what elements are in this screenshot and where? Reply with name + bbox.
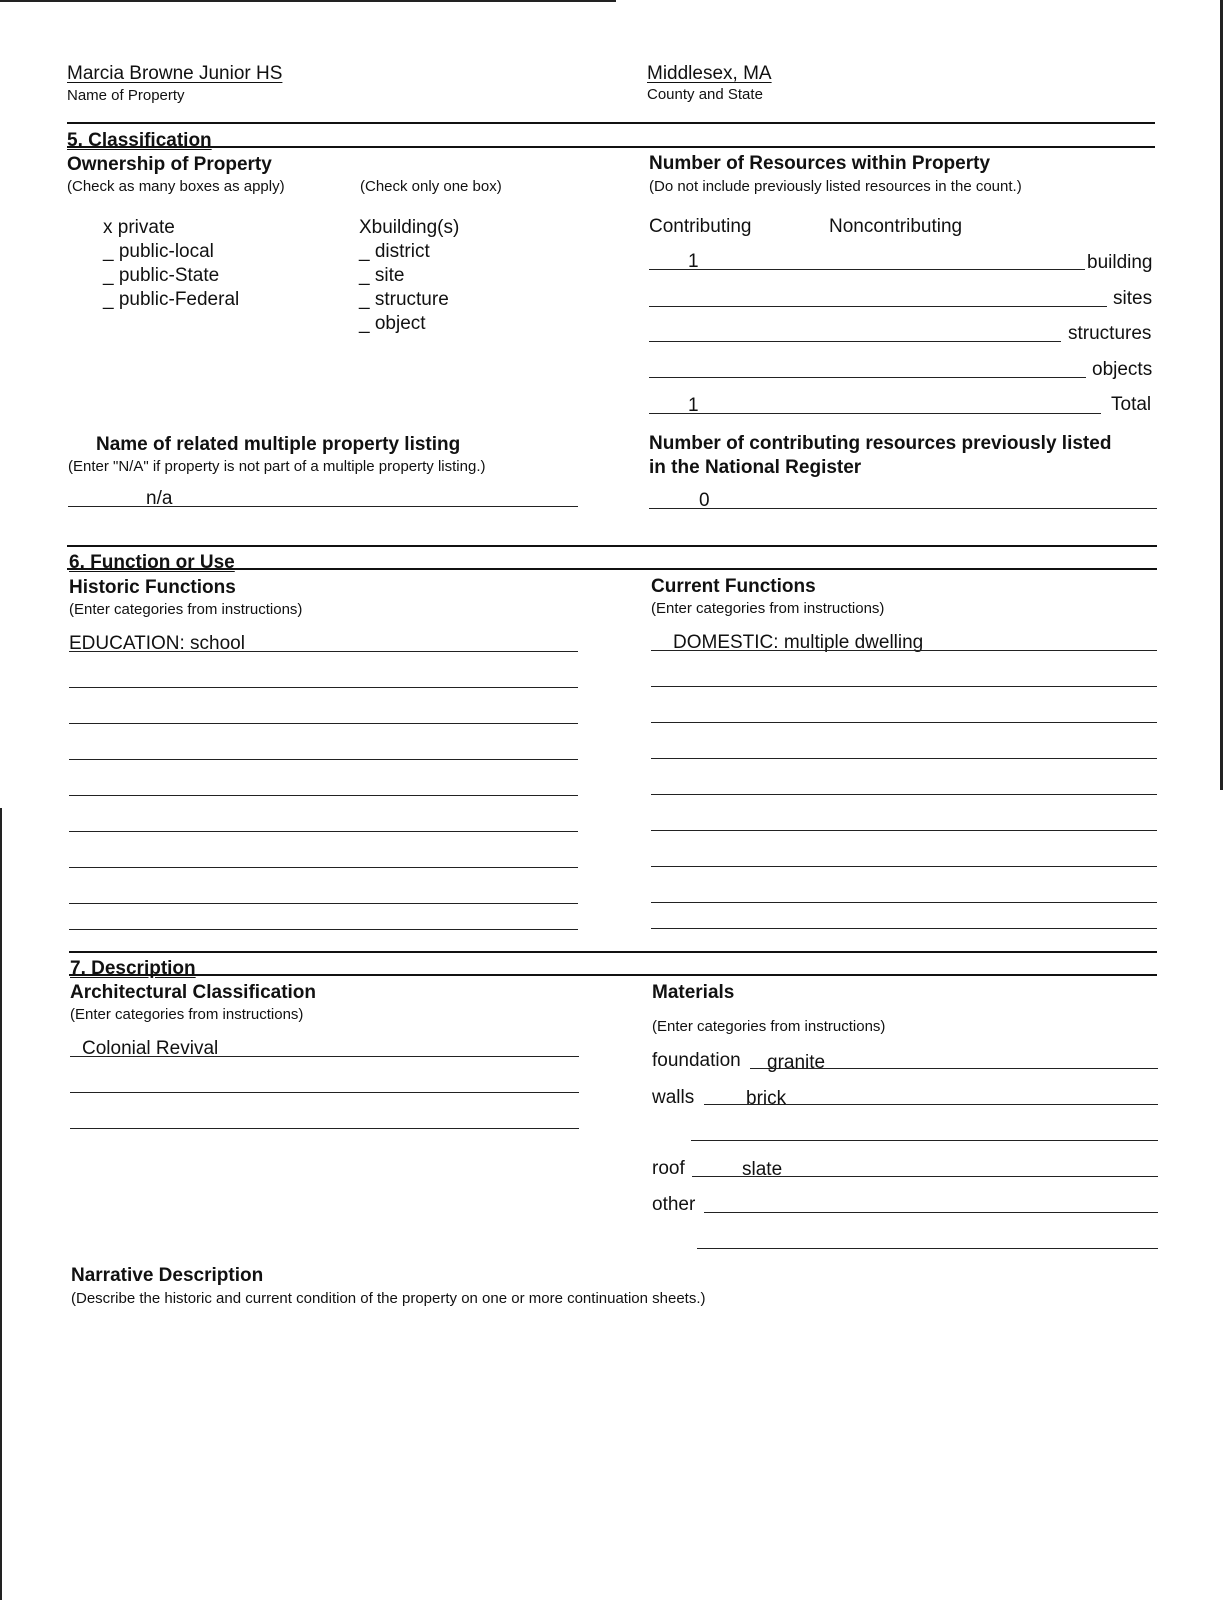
resource-row-total-label: Total [1111,394,1152,415]
arch-classification-note: (Enter categories from instructions) [70,1006,304,1023]
historic-function-line [69,795,578,796]
arch-classification-title: Architectural Classification [70,982,317,1003]
noncontributing-label: Noncontributing [829,216,963,237]
current-function-line [651,686,1157,687]
property-name: Marcia Browne Junior HS [67,63,283,84]
section-7-title: 7. Description [70,958,196,979]
previously-listed-line [649,508,1157,509]
ownership-option-public-federal[interactable]: _ public-Federal [103,289,240,310]
roof-value[interactable]: slate [742,1159,783,1180]
walls-line [704,1104,1158,1105]
resource-row-sites-label: sites [1113,288,1153,309]
divider [69,951,1157,953]
roof-line [692,1176,1158,1177]
category-option-buildings[interactable]: Xbuilding(s) [359,217,460,238]
historic-function-line [69,929,578,930]
historic-function-line [69,723,578,724]
other-label: other [652,1194,696,1215]
materials-title: Materials [652,982,735,1003]
resource-row-line [649,377,1086,378]
ownership-option-public-state[interactable]: _ public-State [103,265,220,286]
ownership-title: Ownership of Property [67,154,272,175]
resource-row-line [649,341,1061,342]
walls-line-2 [691,1140,1158,1141]
historic-functions-note: (Enter categories from instructions) [69,601,303,618]
resource-row-line [649,413,1101,414]
ownership-option-public-local[interactable]: _ public-local [103,241,214,262]
property-name-label: Name of Property [67,87,185,104]
resource-row-building-contributing[interactable]: 1 [688,251,699,272]
historic-function-line [69,759,578,760]
ownership-note: (Check as many boxes as apply) [67,178,285,195]
arch-classification-value[interactable]: Colonial Revival [82,1038,219,1059]
current-function-line [651,866,1157,867]
historic-functions-title: Historic Functions [69,577,236,598]
county-state-label: County and State [647,86,763,103]
resources-title: Number of Resources within Property [649,153,991,174]
current-functions-note: (Enter categories from instructions) [651,600,885,617]
narrative-title: Narrative Description [71,1265,264,1286]
current-function-line [651,794,1157,795]
multiple-listing-note: (Enter "N/A" if property is not part of a multiple property listing.) [68,458,486,475]
resource-row-total-contributing[interactable]: 1 [688,395,699,416]
multiple-listing-title: Name of related multiple property listing [96,434,461,455]
category-option-district[interactable]: _ district [359,241,430,262]
ownership-option-private[interactable]: x private [103,217,175,238]
category-option-structure[interactable]: _ structure [359,289,449,310]
contributing-label: Contributing [649,216,752,237]
historic-function-value[interactable]: EDUCATION: school [69,633,245,654]
historic-function-line [69,687,578,688]
historic-function-line [69,831,578,832]
other-line-2 [697,1248,1158,1249]
category-option-object[interactable]: _ object [359,313,426,334]
current-function-line [651,928,1157,929]
section-5-title: 5. Classification [67,130,212,151]
divider [67,568,1157,570]
arch-classification-line [70,1128,579,1129]
current-function-value[interactable]: DOMESTIC: multiple dwelling [673,632,924,653]
resource-row-line [649,306,1107,307]
current-function-line [651,902,1157,903]
historic-function-line [69,867,578,868]
category-note: (Check only one box) [360,178,502,195]
scan-edge-left [0,808,2,1600]
divider [69,974,1157,976]
resource-row-building-label: building [1087,252,1153,273]
multiple-listing-value[interactable]: n/a [146,488,173,509]
other-line [704,1212,1158,1213]
scan-edge-top [0,0,616,2]
category-option-site[interactable]: _ site [359,265,405,286]
divider [67,146,1155,148]
materials-note: (Enter categories from instructions) [652,1018,886,1035]
current-function-line [651,722,1157,723]
walls-value[interactable]: brick [746,1088,787,1109]
current-function-line [651,830,1157,831]
roof-label: roof [652,1158,685,1179]
resource-row-line [649,269,1085,270]
multiple-listing-line [68,506,578,507]
previously-listed-title-2: in the National Register [649,457,862,478]
county-state: Middlesex, MA [647,63,772,84]
historic-function-line [69,651,578,652]
previously-listed-title-1: Number of contributing resources previously listed [649,433,1112,454]
foundation-line [750,1068,1158,1069]
arch-classification-line [70,1092,579,1093]
current-function-line [651,650,1157,651]
historic-function-line [69,903,578,904]
current-function-line [651,758,1157,759]
foundation-value[interactable]: granite [767,1052,826,1073]
walls-label: walls [652,1087,695,1108]
previously-listed-value[interactable]: 0 [699,490,710,511]
resources-note: (Do not include previously listed resources in the count.) [649,178,1022,195]
section-6-title: 6. Function or Use [69,552,235,573]
current-functions-title: Current Functions [651,576,816,597]
divider [67,122,1155,124]
narrative-note: (Describe the historic and current condition of the property on one or more continuation sheets.) [71,1290,706,1307]
resource-row-objects-label: objects [1092,359,1153,380]
foundation-label: foundation [652,1050,741,1071]
arch-classification-line [70,1056,579,1057]
resource-row-structures-label: structures [1068,323,1152,344]
divider [67,545,1157,547]
